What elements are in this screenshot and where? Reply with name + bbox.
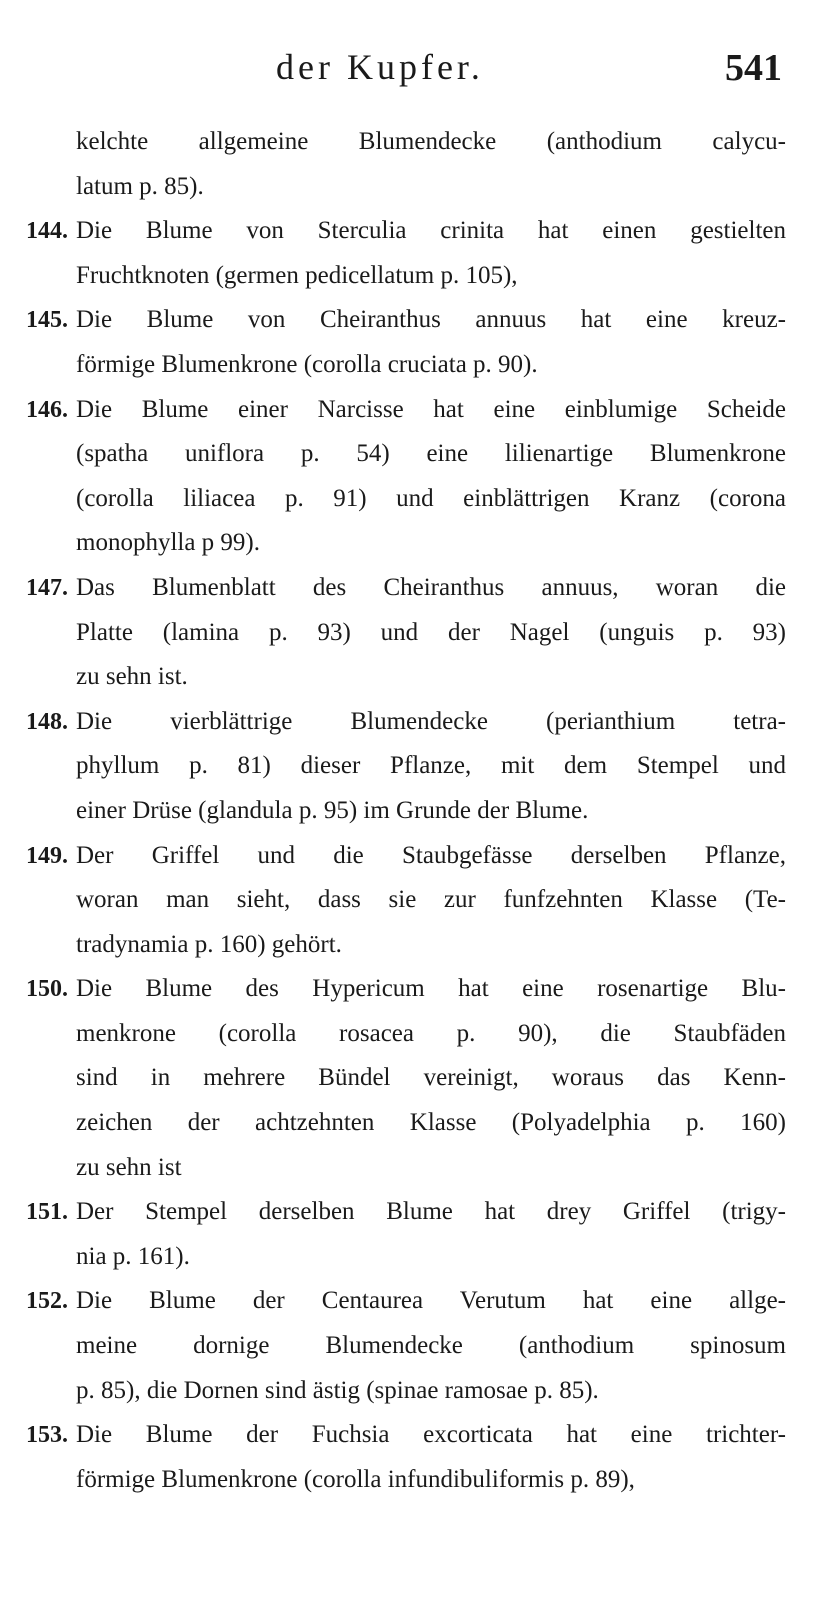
text-line: meine dornige Blumendecke (anthodium spinosum: [76, 1332, 786, 1360]
running-head: der Kupfer.: [276, 47, 484, 87]
text-line: einer Drüse (glandula p. 95) im Grunde der Blume.: [76, 796, 589, 824]
text-line: Die Blume von Sterculia crinita hat einen gestielten: [76, 217, 786, 245]
entry-152: [26, 1279, 786, 1413]
text-line: förmige Blumenkrone (corolla infundibuliformis p. 89),: [76, 1465, 635, 1493]
entry-number: 144.: [26, 218, 68, 245]
entry-149: [26, 834, 786, 968]
text-line: (spatha uniflora p. 54) eine lilienartige Blumenkrone: [76, 440, 786, 468]
text-line: Die Blume der Centaurea Verutum hat eine allge-: [76, 1287, 786, 1315]
continued-entry: [26, 120, 786, 209]
entry-number: 153.: [26, 1422, 68, 1449]
entry-number: 145.: [26, 307, 68, 334]
text-line: Fruchtknoten (germen pedicellatum p. 105),: [76, 261, 518, 289]
text-line: zu sehn ist: [76, 1153, 182, 1181]
entry-151: [26, 1190, 786, 1279]
text-line: (corolla liliacea p. 91) und einblättrigen Kranz (corona: [76, 484, 786, 512]
text-line: zeichen der achtzehnten Klasse (Polyadelphia p. 160): [76, 1109, 786, 1137]
entry-number: 150.: [26, 976, 68, 1003]
page-number: 541: [725, 47, 782, 89]
entry-153: [26, 1413, 786, 1502]
text-line: zu sehn ist.: [76, 663, 188, 691]
text-line: latum p. 85).: [76, 172, 204, 200]
text-line: kelchte allgemeine Blumendecke (anthodium calycu-: [76, 128, 786, 155]
entry-number: 151.: [26, 1199, 68, 1226]
text-line: Das Blumenblatt des Cheiranthus annuus, woran die: [76, 573, 786, 601]
page-header: [0, 42, 830, 92]
entry-146: [26, 388, 786, 566]
entry-150: [26, 967, 786, 1190]
text-line: sind in mehrere Bündel vereinigt, woraus das Kenn-: [76, 1064, 786, 1092]
entry-number: 148.: [26, 708, 68, 735]
entry-148: [26, 700, 786, 834]
text-line: Die Blume von Cheiranthus annuus hat eine kreuz-: [76, 306, 786, 334]
entry-number: 147.: [26, 574, 68, 601]
text-line: Die Blume einer Narcisse hat eine einblumige Scheide: [76, 395, 786, 423]
body-text: [26, 120, 786, 1502]
text-line: förmige Blumenkrone (corolla cruciata p. 90).: [76, 350, 538, 378]
entry-145: [26, 298, 786, 387]
entry-144: [26, 209, 786, 298]
text-line: monophylla p 99).: [76, 529, 261, 557]
text-line: phyllum p. 81) dieser Pflanze, mit dem Stempel und: [76, 752, 786, 780]
entry-number: 146.: [26, 396, 68, 423]
text-line: tradynamia p. 160) gehört.: [76, 930, 342, 958]
entry-147: [26, 566, 786, 700]
text-line: Der Griffel und die Staubgefässe derselben Pflanze,: [76, 841, 786, 869]
text-line: woran man sieht, dass sie zur funfzehnten Klasse (Te-: [76, 886, 786, 914]
text-line: Die vierblättrige Blumendecke (perianthium tetra-: [76, 707, 786, 735]
text-line: Die Blume des Hypericum hat eine rosenartige Blu-: [76, 975, 786, 1003]
entry-number: 152.: [26, 1288, 68, 1315]
text-line: nia p. 161).: [76, 1242, 190, 1270]
text-line: p. 85), die Dornen sind ästig (spinae ramosae p. 85).: [76, 1376, 599, 1404]
text-line: Platte (lamina p. 93) und der Nagel (unguis p. 93): [76, 618, 786, 646]
entry-number: 149.: [26, 842, 68, 869]
text-line: menkrone (corolla rosacea p. 90), die Staubfäden: [76, 1019, 786, 1047]
text-line: Die Blume der Fuchsia excorticata hat eine trichter-: [76, 1421, 786, 1449]
text-line: Der Stempel derselben Blume hat drey Griffel (trigy-: [76, 1198, 786, 1226]
